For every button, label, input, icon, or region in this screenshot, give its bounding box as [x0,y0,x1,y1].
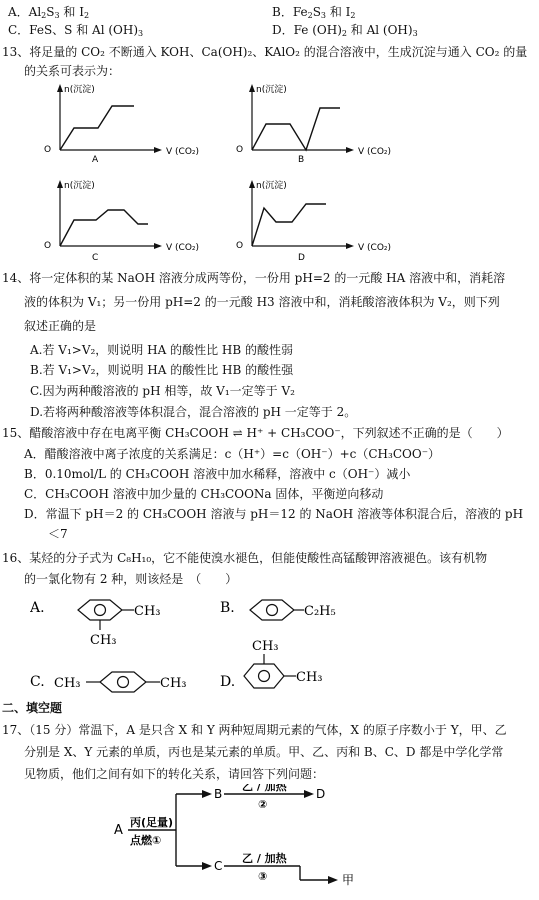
q14-option-b: B.若 V₁>V₂，则说明 HA 的酸性比 HB 的酸性强 [30,363,294,377]
q16-structure-b [220,592,390,635]
q15-option-b: B．0.10mol/L 的 CH₃COOH 溶液中加水稀释，溶液中 c（OH⁻）减小 [24,467,411,481]
flow-node-d: D [316,787,326,801]
q14-option-a: A.若 V₁>V₂，则说明 HA 的酸性比 HB 的酸性弱 [30,343,293,357]
q16-option-a-label: A. [30,600,45,616]
graph-a-label: A [92,155,99,165]
flow-cond2-bot: ② [258,798,268,811]
q16-option-d-label: D. [220,674,236,690]
q16-a-ch3-1: CH₃ [134,604,161,619]
q15-option-a: A．醋酸溶液中离子浓度的关系满足：c（H⁺）=c（OH⁻）+c（CH₃COO⁻） [24,447,441,461]
q13-graph-a [40,80,230,173]
q12-option-d: D．Fe $(OH)_2$ 和 Al $(OH)_3$ [272,23,418,38]
graph-a-xlabel: V (CO₂) [166,147,200,157]
q13-stem-line1: 13、将足量的 CO₂ 不断通入 KOH、Ca(OH)₂、KAlO₂ 的混合溶液中，生成沉淀与通入 CO₂ 的量 [2,45,528,59]
graph-d-ylabel: n(沉淀) [256,181,287,191]
graph-a-ylabel: n(沉淀) [64,85,95,95]
q16-b-c2h5: C₂H₅ [304,604,336,619]
graph-b-label: B [298,155,305,165]
q12-option-c: C．FeS、S 和 Al $(OH)_3$ [8,23,144,38]
graph-b-xlabel: V (CO₂) [358,147,392,157]
q17-conversion-diagram [112,784,372,897]
flow-node-b: B [214,787,223,801]
q14-stem-line3: 叙述正确的是 [24,319,97,333]
flow-node-a: A [114,823,123,838]
q16-structure-c [30,664,230,701]
q15-stem: 15、醋酸溶液中存在电离平衡 CH₃COOH ⇌ H⁺ + CH₃COO⁻，下列叙述不正确的是（ ） [2,426,509,440]
graph-d-origin: O [236,241,244,251]
q12-option-a: A．$Al_2S_3$ 和 $I_2$ [8,5,90,20]
flow-cond2-top: 乙 / 加热 [242,784,287,793]
q13-graph-c [40,176,230,269]
q14-stem-line1: 14、将一定体积的某 NaOH 溶液分成两等份，一份用 pH=2 的一元酸 HA 溶液中和，消耗溶 [2,271,506,285]
q16-c-ch3-left: CH₃ [54,676,81,691]
q17-stem-line1: 17、（15 分）常温下，A 是只含 X 和 Y 两种短周期元素的气体，X 的原子序数小于 Y，甲、乙 [2,723,507,737]
graph-c-origin: O [44,241,52,251]
q13-stem-line2: 的关系可表示为： [24,64,121,78]
q16-c-ch3-right: CH₃ [160,676,187,691]
q16-option-c-label: C. [30,674,45,690]
q16-stem-line1: 16、某烃的分子式为 C₈H₁₀，它不能使溴水褪色，但能使酸性高锰酸钾溶液褪色。该有机物 [2,551,488,565]
flow-cond3-bot: ③ [258,870,268,883]
q15-option-d-line1: D．常温下 pH＝2 的 CH₃COOH 溶液与 pH＝12 的 NaOH 溶液等体积混合后，溶液的 pH [24,507,524,521]
q16-d-ch3-right: CH₃ [296,670,323,685]
q15-option-d-line2: ＜7 [48,527,68,541]
graph-a-origin: O [44,145,52,155]
flow-node-jia: 甲 [342,873,355,887]
q16-a-ch3-2: CH₃ [90,633,117,648]
graph-b-origin: O [236,145,244,155]
flow-cond1-top: 丙(足量) [130,816,174,829]
q14-option-d: D.若将两种酸溶液等体积混合，混合溶液的 pH 一定等于 2。 [30,405,357,419]
q17-stem-line2: 分别是 X、Y 元素的单质，丙也是某元素的单质。甲、乙、丙和 B、C、D 都是中学化学常 [24,745,504,759]
q13-graph-b [232,80,422,173]
q14-stem-line2: 液的体积为 V₁；另一份用 pH=2 的一元酸 H3 溶液中和，消耗酸溶液体积为 V₂，则下列 [24,295,500,309]
flow-cond1-bot: 点燃① [130,834,162,847]
q16-stem-line2: 的一氯化物有 2 种，则该烃是 （ ） [24,572,238,586]
q15-option-c: C．CH₃COOH 溶液中加少量的 CH₃COONa 固体，平衡逆向移动 [24,487,384,501]
q16-structure-d [220,636,390,705]
q14-option-c: C.因为两种酸溶液的 pH 相等，故 V₁一定等于 V₂ [30,384,295,398]
section-fill-in-title: 二、填空题 [2,701,63,715]
graph-b-ylabel: n(沉淀) [256,85,287,95]
graph-c-xlabel: V (CO₂) [166,243,200,253]
graph-d-xlabel: V (CO₂) [358,243,392,253]
q13-graph-d [232,176,422,269]
graph-d-label: D [298,253,305,263]
q12-option-b: B．$Fe_2S_3$ 和 $I_2$ [272,5,356,20]
graph-c-ylabel: n(沉淀) [64,181,95,191]
flow-node-c: C [214,859,223,873]
q16-d-ch3-top: CH₃ [252,639,279,654]
flow-cond3-top: 乙 / 加热 [242,852,287,865]
q16-option-b-label: B. [220,600,235,616]
q16-structure-a [30,592,220,657]
graph-c-label: C [92,253,99,263]
q17-stem-line3: 见物质，他们之间有如下的转化关系，请回答下列问题： [24,767,325,781]
